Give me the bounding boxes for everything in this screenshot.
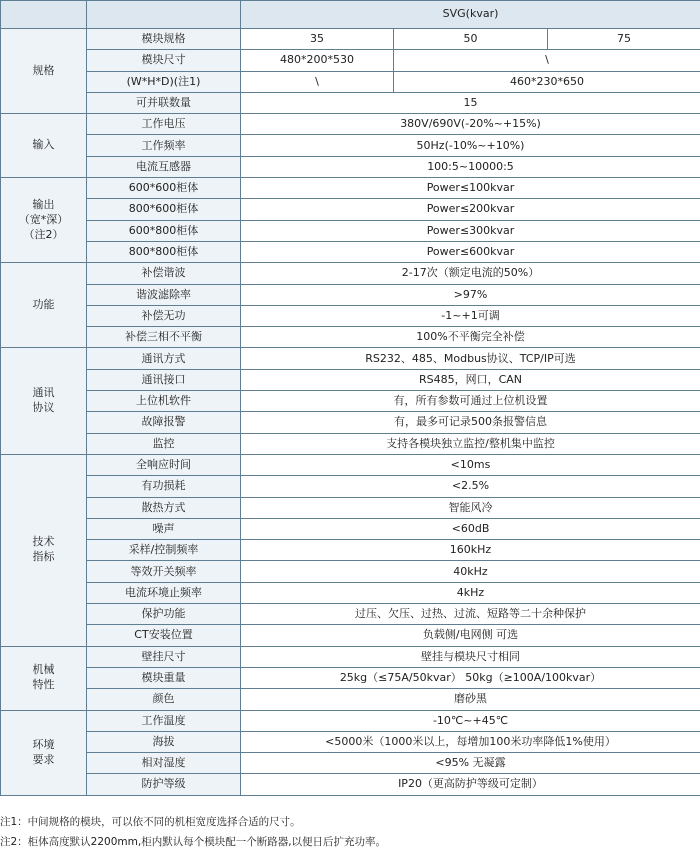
value-cell: 380V/690V(-20%~+15%): [241, 114, 700, 135]
group-label: 特性: [32, 678, 55, 692]
table-row: [1, 220, 700, 241]
group-label-cell: [1, 29, 87, 114]
table-row: [1, 391, 700, 412]
row-label: 海拔: [87, 731, 241, 752]
table-row: [1, 135, 700, 156]
value-cell: 4kHz: [241, 582, 700, 603]
row-label: 补偿无功: [87, 305, 241, 326]
table-row: [1, 433, 700, 454]
value-cell: RS232、485、Modbus协议、TCP/IP可选: [241, 348, 700, 369]
value-cell: <60dB: [241, 518, 700, 539]
group-label: 功能: [32, 297, 55, 311]
group-label: 输入: [32, 138, 55, 152]
group-label: 要求: [32, 752, 55, 766]
value-cell: 壁挂与模块尺寸相同: [241, 646, 700, 667]
table-row: [1, 348, 700, 369]
value-cell: RS485，网口，CAN: [241, 369, 700, 390]
row-label: 等效开关频率: [87, 561, 241, 582]
row-label: 600*800柜体: [87, 220, 241, 241]
group-label: 技术: [32, 535, 55, 549]
group-label-cell: [1, 178, 87, 263]
row-label: 壁挂尺寸: [87, 646, 241, 667]
row-label: 电流环境止频率: [87, 582, 241, 603]
table-row: [1, 71, 700, 92]
table-row: [1, 327, 700, 348]
value-cell: 智能风冷: [241, 497, 700, 518]
row-label: 全响应时间: [87, 454, 241, 475]
table-row: [1, 241, 700, 262]
value-cell: \: [241, 71, 394, 92]
value-cell: 100%不平衡完全补偿: [241, 327, 700, 348]
table-row: [1, 50, 700, 71]
value-cell: <2.5%: [241, 476, 700, 497]
table-row: [1, 92, 700, 113]
value-cell: -10℃~+45℃: [241, 710, 700, 731]
value-cell: <95% 无凝露: [241, 753, 700, 774]
value-cell: 75: [548, 29, 700, 50]
row-label: 工作电压: [87, 114, 241, 135]
value-cell: <5000米（1000米以上，每增加100米功率降低1%使用）: [241, 731, 700, 752]
row-label: 模块重量: [87, 667, 241, 688]
group-label-cell: [1, 114, 87, 178]
group-label: 机械: [32, 663, 55, 677]
value-cell: 160kHz: [241, 540, 700, 561]
table-row: [1, 412, 700, 433]
value-cell: 40kHz: [241, 561, 700, 582]
header-blank-cell: [87, 1, 241, 29]
value-cell: 2-17次（额定电流的50%）: [241, 263, 700, 284]
table-row: [1, 178, 700, 199]
value-cell: 支持各模块独立监控/整机集中监控: [241, 433, 700, 454]
table-row: [1, 731, 700, 752]
row-label: 600*600柜体: [87, 178, 241, 199]
value-cell: 有，所有参数可通过上位机设置: [241, 391, 700, 412]
value-cell: 25kg（≤75A/50kvar） 50kg（≥100A/100kvar）: [241, 667, 700, 688]
group-label: 环境: [32, 737, 55, 751]
row-label: 补偿谐波: [87, 263, 241, 284]
group-label-cell: [1, 710, 87, 795]
table-row: [1, 199, 700, 220]
row-label: 谐波滤除率: [87, 284, 241, 305]
row-label: 通讯接口: [87, 369, 241, 390]
group-label-cell: [1, 454, 87, 646]
table-row: [1, 156, 700, 177]
value-cell: 100:5~10000:5: [241, 156, 700, 177]
group-label: 协议: [32, 401, 55, 415]
value-cell: 过压、欠压、过热、过流、短路等二十余种保护: [241, 604, 700, 625]
row-label: 防护等级: [87, 774, 241, 795]
row-label: (W*H*D)(注1): [87, 71, 241, 92]
table-row: [1, 29, 700, 50]
table-row: [1, 689, 700, 710]
value-cell: Power≤100kvar: [241, 178, 700, 199]
table-row: [1, 625, 700, 646]
table-row: [1, 774, 700, 795]
header-blank-cell: [1, 1, 87, 29]
row-label: 800*800柜体: [87, 241, 241, 262]
value-cell: 15: [241, 92, 700, 113]
value-cell: 480*200*530: [241, 50, 394, 71]
value-cell: Power≤600kvar: [241, 241, 700, 262]
row-label: 监控: [87, 433, 241, 454]
row-label: 噪声: [87, 518, 241, 539]
value-cell: Power≤200kvar: [241, 199, 700, 220]
value-cell: 460*230*650: [394, 71, 700, 92]
value-cell: 35: [241, 29, 394, 50]
row-label: 散热方式: [87, 497, 241, 518]
row-label: 故障报警: [87, 412, 241, 433]
row-label: 颜色: [87, 689, 241, 710]
value-cell: Power≤300kvar: [241, 220, 700, 241]
row-label: 800*600柜体: [87, 199, 241, 220]
group-label: 规格: [32, 63, 55, 77]
table-row: [1, 540, 700, 561]
table-row: [1, 604, 700, 625]
table-row: [1, 454, 700, 475]
row-label: 相对湿度: [87, 753, 241, 774]
table-row: [1, 305, 700, 326]
table-row: [1, 369, 700, 390]
table-row: [1, 518, 700, 539]
value-cell: 有，最多可记录500条报警信息: [241, 412, 700, 433]
value-cell: >97%: [241, 284, 700, 305]
group-label-cell: [1, 646, 87, 710]
footnotes: [0, 812, 700, 852]
value-cell: IP20（更高防护等级可定制）: [241, 774, 700, 795]
group-label: 输出: [32, 197, 55, 211]
value-cell: <10ms: [241, 454, 700, 475]
table-row: [1, 476, 700, 497]
row-label: 电流互感器: [87, 156, 241, 177]
table-row: [1, 667, 700, 688]
table-row: [1, 646, 700, 667]
value-cell: 50Hz(-10%~+10%): [241, 135, 700, 156]
value-cell: \: [394, 50, 700, 71]
row-label: 采样/控制频率: [87, 540, 241, 561]
group-label: 指标: [32, 550, 55, 564]
table-row: [1, 710, 700, 731]
value-cell: 磨砂黑: [241, 689, 700, 710]
table-row: [1, 114, 700, 135]
row-label: 通讯方式: [87, 348, 241, 369]
footnote-2: 注2：柜体高度默认2200mm,柜内默认每个模块配一个断路器,以便日后扩充功率。: [0, 836, 387, 848]
table-row: [1, 284, 700, 305]
group-label-cell: [1, 348, 87, 454]
value-cell: -1~+1可调: [241, 305, 700, 326]
group-label: （注2）: [23, 227, 64, 241]
table-row: [1, 497, 700, 518]
row-label: 有功损耗: [87, 476, 241, 497]
footnote-1: 注1：中间规格的模块，可以依不同的机柜宽度选择合适的尺寸。: [0, 816, 301, 828]
row-label: 上位机软件: [87, 391, 241, 412]
row-label: 工作频率: [87, 135, 241, 156]
row-label: 模块尺寸: [87, 50, 241, 71]
group-label-cell: [1, 263, 87, 348]
table-row: [1, 582, 700, 603]
table-header-title: SVG(kvar): [241, 1, 700, 29]
row-label: 补偿三相不平衡: [87, 327, 241, 348]
table-row: [1, 753, 700, 774]
table-header-row: [1, 1, 700, 29]
row-label: 模块规格: [87, 29, 241, 50]
value-cell: 负载侧/电网侧 可选: [241, 625, 700, 646]
row-label: CT安装位置: [87, 625, 241, 646]
table-row: [1, 561, 700, 582]
row-label: 保护功能: [87, 604, 241, 625]
group-label: 通讯: [32, 386, 55, 400]
group-label: （宽*深）: [18, 212, 69, 226]
row-label: 可并联数量: [87, 92, 241, 113]
table-row: [1, 263, 700, 284]
row-label: 工作温度: [87, 710, 241, 731]
value-cell: 50: [394, 29, 548, 50]
